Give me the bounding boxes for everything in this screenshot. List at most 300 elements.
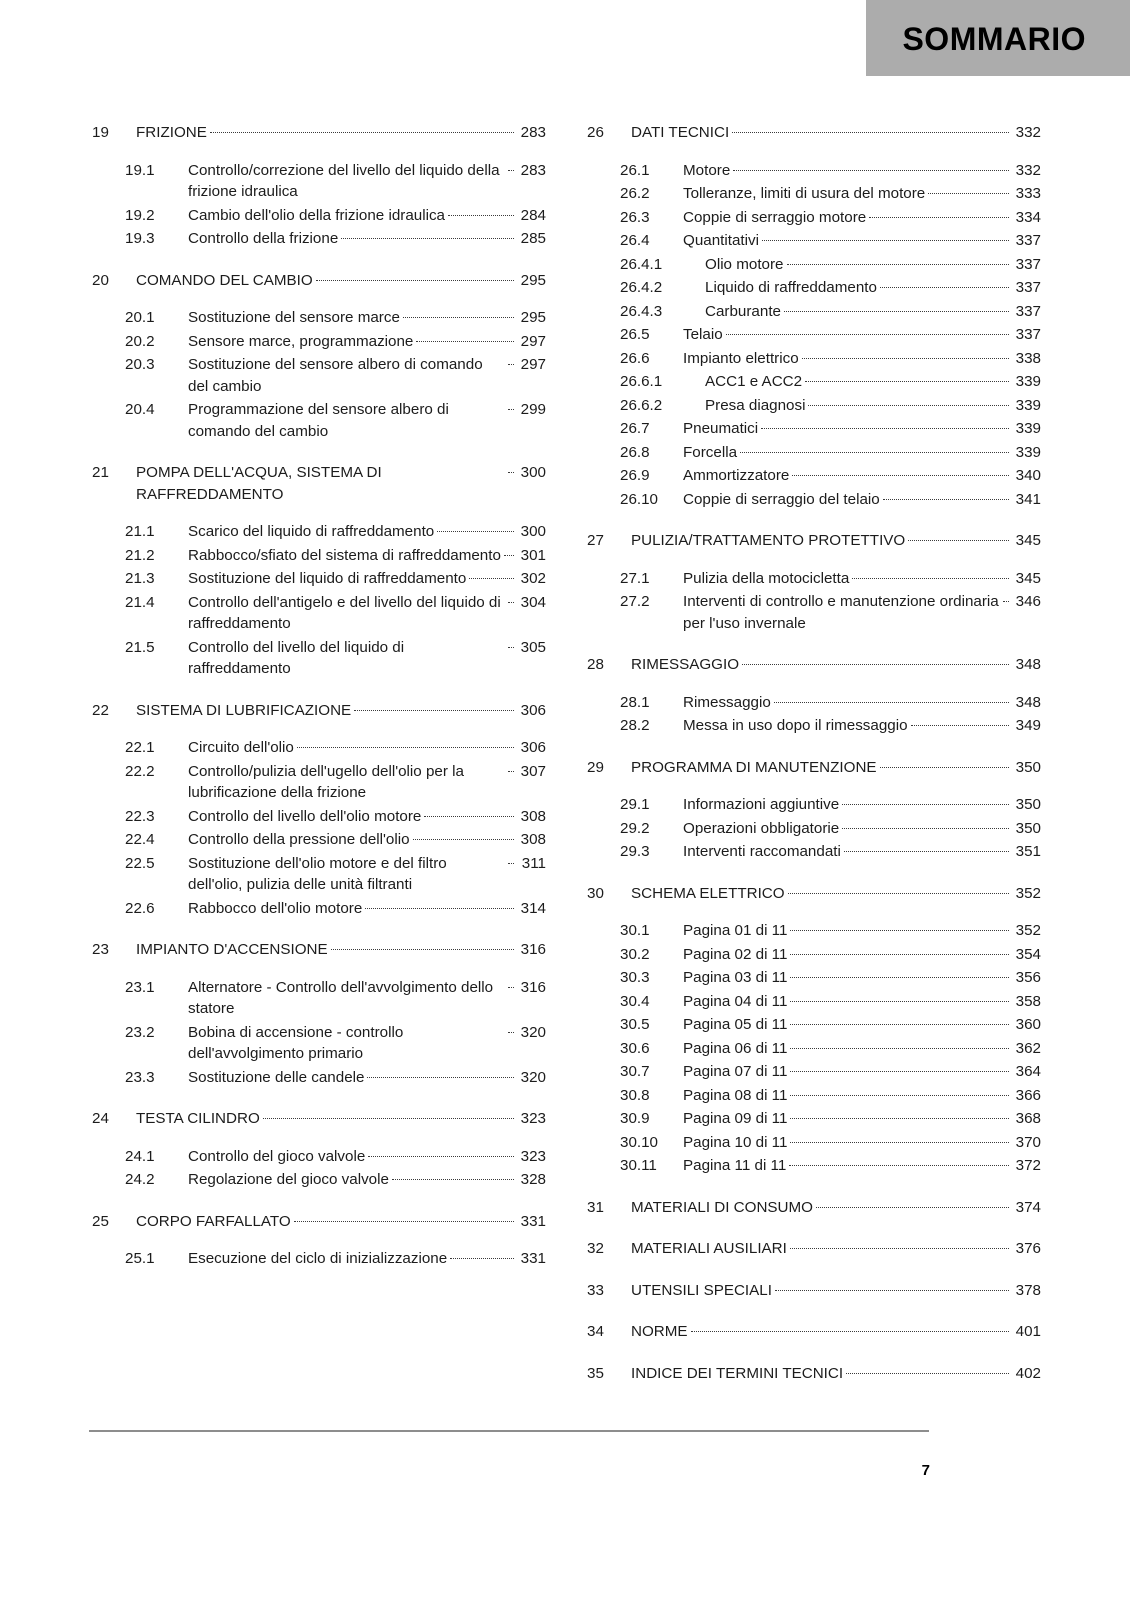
toc-entry[interactable] (584, 1155, 1041, 1177)
toc-leader-dots (816, 1207, 1009, 1208)
toc-entry-body (683, 324, 1041, 346)
toc-entry-body (683, 348, 1041, 370)
toc-entry-title: Pagina 09 di 11 (683, 1110, 788, 1127)
toc-entry-page: 283 (520, 161, 546, 179)
toc-entry-number: 30 (587, 884, 604, 902)
toc-column-right (584, 122, 1041, 1384)
toc-entry-title: Controllo della pressione dell'olio (188, 831, 410, 848)
toc-entry-page: 304 (520, 593, 546, 611)
toc-entry[interactable] (584, 1238, 1041, 1260)
toc-entry-page: 299 (520, 401, 546, 418)
toc-entry-title: Regolazione del gioco valvole (188, 1171, 389, 1188)
toc-entry-body (188, 829, 546, 851)
toc-entry-page: 337 (1015, 232, 1041, 249)
toc-entry[interactable] (89, 205, 546, 227)
toc-entry-body (136, 462, 546, 505)
toc-entry-body (631, 1321, 1041, 1343)
toc-entry-number: 26.6.2 (620, 396, 663, 414)
toc-entry-title: Forcella (683, 443, 738, 461)
toc-leader-dots (742, 664, 1009, 665)
toc-entry-number: 28 (587, 656, 604, 673)
toc-leader-dots (448, 215, 514, 216)
toc-entry[interactable] (89, 228, 546, 250)
toc-entry-title: Carburante (705, 302, 781, 320)
toc-entry-page: 323 (520, 1147, 546, 1165)
toc-entry[interactable] (584, 757, 1041, 779)
toc-entry-number: 26.8 (620, 443, 650, 461)
toc-entry[interactable] (89, 898, 546, 920)
toc-entry[interactable] (584, 254, 1041, 276)
toc-entry-page: 331 (520, 1250, 546, 1267)
toc-leader-dots (365, 908, 514, 909)
toc-entry[interactable] (584, 692, 1041, 714)
toc-leader-dots (508, 863, 514, 864)
toc-entry[interactable] (584, 920, 1041, 942)
toc-entry-body (188, 1248, 546, 1270)
toc-entry-page: 378 (1015, 1281, 1041, 1299)
toc-entry-number: 21.2 (125, 546, 155, 564)
toc-leader-dots (911, 725, 1009, 726)
toc-entry-title: Controllo/pulizia dell'ugello dell'olio per la lubrificazione della frizione (188, 762, 464, 801)
toc-entry[interactable] (89, 1248, 546, 1270)
toc-entry[interactable] (89, 331, 546, 353)
toc-entry[interactable] (89, 545, 546, 567)
toc-entry[interactable] (584, 818, 1041, 840)
toc-entry-number: 26.4.1 (620, 255, 663, 273)
toc-entry[interactable] (584, 1280, 1041, 1302)
toc-entry-number: 30.11 (620, 1157, 657, 1174)
toc-entry-page: 337 (1015, 255, 1041, 273)
toc-leader-dots (792, 475, 1009, 476)
toc-entry-number: 30.6 (620, 1039, 650, 1057)
toc-entry[interactable] (89, 568, 546, 590)
toc-entry-title: MATERIALI AUSILIARI (631, 1240, 787, 1257)
toc-entry-body (683, 1085, 1041, 1107)
toc-entry-title: Tolleranze, limiti di usura del motore (683, 185, 926, 202)
toc-entry[interactable] (89, 354, 546, 397)
toc-entry-title: Sostituzione delle candele (188, 1068, 365, 1086)
toc-entry[interactable] (89, 399, 546, 442)
toc-entry-number: 20.1 (125, 309, 155, 326)
toc-entry-page: 354 (1015, 945, 1041, 963)
toc-leader-dots (842, 828, 1009, 829)
toc-leader-dots (808, 405, 1009, 406)
toc-entry[interactable] (584, 654, 1041, 676)
toc-leader-dots (762, 240, 1009, 241)
toc-entry[interactable] (584, 1132, 1041, 1154)
toc-entry[interactable] (584, 324, 1041, 346)
toc-entry-page: 339 (1015, 443, 1041, 461)
toc-entry-body (136, 1211, 546, 1233)
toc-leader-dots (263, 1118, 514, 1119)
toc-entry-title: Coppie di serraggio motore (683, 208, 867, 226)
toc-entry[interactable] (584, 160, 1041, 182)
toc-entry-title: PROGRAMMA DI MANUTENZIONE (631, 758, 877, 776)
toc-entry[interactable] (584, 1321, 1041, 1343)
toc-entry-page: 372 (1015, 1157, 1041, 1174)
toc-entry-number: 26.6.1 (620, 373, 663, 390)
toc-entry-page: 314 (520, 899, 546, 917)
toc-leader-dots (726, 334, 1009, 335)
toc-entry[interactable] (584, 1108, 1041, 1130)
toc-entry-body (683, 277, 1041, 299)
toc-entry[interactable] (584, 794, 1041, 816)
toc-entry-body (683, 1014, 1041, 1036)
toc-leader-dots (508, 987, 514, 988)
toc-leader-dots (508, 472, 514, 473)
toc-entry-body (188, 737, 546, 759)
toc-entry[interactable] (584, 442, 1041, 464)
toc-entry-page: 356 (1015, 969, 1041, 986)
toc-entry-title: Pagina 06 di 11 (683, 1039, 788, 1057)
toc-entry-title: Controllo/correzione del livello del liquido della frizione idraulica (188, 161, 500, 200)
toc-entry-page: 320 (520, 1068, 546, 1086)
toc-entry-body (683, 1038, 1041, 1060)
toc-entry-page: 339 (1015, 373, 1041, 390)
toc-entry-page: 374 (1015, 1198, 1041, 1216)
toc-entry-number: 29.3 (620, 843, 650, 860)
toc-entry[interactable] (584, 944, 1041, 966)
toc-entry-page: 402 (1015, 1364, 1041, 1382)
toc-entry-title: Bobina di accensione - controllo dell'avvolgimento primario (188, 1023, 404, 1062)
toc-columns (89, 122, 1041, 1384)
toc-entry-page: 349 (1015, 717, 1041, 734)
toc-entry[interactable] (584, 1085, 1041, 1107)
toc-entry-page: 352 (1015, 922, 1041, 939)
toc-entry[interactable] (89, 270, 546, 292)
toc-entry-body (683, 1155, 1041, 1177)
toc-leader-dots (450, 1258, 514, 1259)
toc-entry-number: 30.7 (620, 1063, 650, 1080)
toc-entry-title: Controllo del livello del liquido di raffreddamento (188, 638, 405, 677)
toc-entry[interactable] (584, 395, 1041, 417)
toc-leader-dots (928, 193, 1009, 194)
toc-entry-page: 300 (520, 464, 546, 481)
toc-leader-dots (805, 381, 1009, 382)
toc-entry[interactable] (89, 1169, 546, 1191)
toc-leader-dots (784, 311, 1009, 312)
toc-entry-title: Presa diagnosi (705, 396, 806, 414)
toc-leader-dots (416, 341, 514, 342)
toc-entry-body (188, 806, 546, 828)
toc-entry-title: Pagina 07 di 11 (683, 1063, 788, 1080)
toc-entry[interactable] (89, 521, 546, 543)
toc-entry-number: 33 (587, 1281, 604, 1299)
toc-entry-body (188, 1067, 546, 1089)
toc-entry-number: 30.10 (620, 1133, 659, 1151)
toc-entry[interactable] (584, 183, 1041, 205)
toc-entry[interactable] (584, 715, 1041, 737)
toc-entry-number: 19 (92, 124, 109, 141)
toc-entry[interactable] (584, 967, 1041, 989)
toc-entry[interactable] (584, 1061, 1041, 1083)
toc-entry-body (683, 967, 1041, 989)
toc-entry-page: 338 (1015, 349, 1041, 367)
toc-entry-page: 308 (520, 807, 546, 825)
toc-leader-dots (740, 452, 1009, 453)
toc-entry-page: 323 (520, 1110, 546, 1127)
toc-entry-page: 376 (1015, 1240, 1041, 1257)
toc-entry[interactable] (89, 1108, 546, 1130)
toc-entry-title: Pagina 08 di 11 (683, 1086, 788, 1104)
toc-entry-number: 24 (92, 1110, 109, 1127)
toc-entry[interactable] (584, 371, 1041, 393)
toc-entry[interactable] (89, 122, 546, 144)
toc-entry-body (631, 757, 1041, 779)
toc-entry[interactable] (89, 761, 546, 804)
toc-leader-dots (844, 851, 1009, 852)
toc-entry-title: Pulizia della motocicletta (683, 569, 850, 587)
toc-leader-dots (790, 1118, 1009, 1119)
toc-entry-page: 360 (1015, 1016, 1041, 1033)
toc-entry-body (683, 818, 1041, 840)
toc-entry-page: 348 (1015, 656, 1041, 673)
toc-entry-page: 328 (520, 1171, 546, 1188)
toc-entry-body (683, 418, 1041, 440)
toc-entry-number: 20.4 (125, 401, 155, 418)
toc-entry-number: 29 (587, 758, 604, 776)
toc-entry-title: Rabbocco dell'olio motore (188, 899, 363, 917)
toc-entry[interactable] (584, 991, 1041, 1013)
toc-entry[interactable] (584, 418, 1041, 440)
toc-entry-number: 30.5 (620, 1016, 650, 1033)
toc-entry-number: 28.1 (620, 693, 650, 711)
toc-entry[interactable] (584, 277, 1041, 299)
toc-entry-title: Controllo del gioco valvole (188, 1147, 366, 1165)
toc-entry-page: 350 (1015, 796, 1041, 813)
toc-entry-number: 21.3 (125, 570, 155, 587)
toc-entry-body (683, 1108, 1041, 1130)
toc-entry[interactable] (584, 1197, 1041, 1219)
toc-entry[interactable] (584, 489, 1041, 511)
toc-entry-number: 26.4 (620, 232, 650, 249)
toc-entry-body (188, 1169, 546, 1191)
toc-entry-body (188, 853, 546, 896)
toc-entry-number: 21.1 (125, 523, 155, 540)
toc-entry[interactable] (89, 806, 546, 828)
toc-entry-body (683, 183, 1041, 205)
toc-entry-title: MATERIALI DI CONSUMO (631, 1198, 813, 1216)
toc-entry-number: 26.9 (620, 467, 650, 484)
toc-entry[interactable] (584, 591, 1041, 634)
toc-entry-number: 19.1 (125, 161, 155, 179)
toc-entry-page: 333 (1015, 185, 1041, 202)
toc-entry-title: UTENSILI SPECIALI (631, 1281, 772, 1299)
toc-leader-dots (469, 578, 514, 579)
toc-entry-page: 308 (520, 831, 546, 848)
toc-entry-body (188, 521, 546, 543)
toc-leader-dots (354, 710, 514, 711)
toc-entry-number: 26.1 (620, 161, 650, 179)
toc-entry[interactable] (584, 465, 1041, 487)
toc-entry-title: Scarico del liquido di raffreddamento (188, 523, 435, 540)
toc-leader-dots (316, 280, 514, 281)
toc-entry[interactable] (584, 230, 1041, 252)
toc-leader-dots (790, 1142, 1009, 1143)
toc-entry-number: 20 (92, 271, 109, 289)
toc-entry-page: 306 (520, 701, 546, 719)
toc-entry-page: 350 (1015, 819, 1041, 837)
toc-entry-page: 337 (1015, 302, 1041, 320)
toc-entry[interactable] (89, 307, 546, 329)
toc-entry-body (188, 568, 546, 590)
toc-entry[interactable] (584, 207, 1041, 229)
toc-entry[interactable] (89, 700, 546, 722)
toc-entry-number: 26.3 (620, 208, 650, 226)
toc-leader-dots (883, 499, 1009, 500)
toc-entry-page: 283 (520, 124, 546, 141)
toc-entry-page: 301 (520, 546, 546, 564)
toc-entry-number: 22.2 (125, 762, 155, 780)
toc-entry-page: 366 (1015, 1086, 1041, 1104)
toc-entry-page: 297 (520, 356, 546, 373)
toc-entry-page: 346 (1015, 593, 1041, 610)
toc-entry-page: 362 (1015, 1039, 1041, 1057)
toc-entry-page: 339 (1015, 420, 1041, 437)
toc-entry-body (631, 1363, 1041, 1385)
toc-entry[interactable] (89, 737, 546, 759)
toc-entry[interactable] (89, 462, 546, 505)
toc-leader-dots (508, 170, 514, 171)
toc-entry-page: 345 (1015, 569, 1041, 587)
toc-entry-title: Cambio dell'olio della frizione idraulica (188, 206, 446, 224)
toc-entry-number: 23 (92, 941, 109, 958)
toc-entry-number: 24.2 (125, 1171, 155, 1188)
toc-entry-title: POMPA DELL'ACQUA, SISTEMA DI RAFFREDDAMENTO (136, 464, 382, 503)
toc-entry-page: 368 (1015, 1110, 1041, 1127)
toc-entry-title: Impianto elettrico (683, 349, 799, 367)
toc-leader-dots (733, 170, 1009, 171)
toc-entry-body (188, 761, 546, 804)
toc-entry-body (631, 1197, 1041, 1219)
toc-entry[interactable] (89, 977, 546, 1020)
toc-entry[interactable] (584, 348, 1041, 370)
toc-leader-dots (392, 1179, 514, 1180)
toc-entry-page: 297 (520, 332, 546, 350)
page-title: SOMMARIO (902, 21, 1086, 57)
toc-entry-body (136, 939, 546, 961)
toc-entry[interactable] (584, 301, 1041, 323)
toc-entry[interactable] (584, 1038, 1041, 1060)
toc-entry[interactable] (89, 853, 546, 896)
toc-entry[interactable] (584, 883, 1041, 905)
toc-entry-page: 316 (520, 941, 546, 958)
toc-entry-body (188, 545, 546, 567)
toc-leader-dots (504, 555, 514, 556)
toc-entry-page: 350 (1015, 758, 1041, 776)
toc-entry-title: Pagina 04 di 11 (683, 992, 788, 1010)
toc-entry-body (631, 1280, 1041, 1302)
toc-leader-dots (508, 771, 514, 772)
toc-entry-title: Esecuzione del ciclo di inizializzazione (188, 1250, 448, 1267)
toc-entry-title: Pagina 10 di 11 (683, 1133, 788, 1151)
toc-entry[interactable] (89, 592, 546, 635)
toc-entry-title: Olio motore (705, 255, 784, 273)
toc-entry-title: Programmazione del sensore albero di comando del cambio (188, 401, 449, 440)
toc-entry-body (188, 354, 546, 397)
toc-entry-page: 285 (520, 230, 546, 247)
toc-entry-title: Informazioni aggiuntive (683, 796, 840, 813)
toc-entry-body (188, 228, 546, 250)
toc-entry-title: Sostituzione dell'olio motore e del filtro dell'olio, pulizia delle unità filtranti (188, 854, 447, 893)
toc-entry-page: 307 (520, 762, 546, 780)
toc-entry-title: SCHEMA ELETTRICO (631, 884, 785, 902)
toc-entry-title: Coppie di serraggio del telaio (683, 490, 880, 508)
toc-leader-dots (880, 767, 1009, 768)
toc-entry-title: INDICE DEI TERMINI TECNICI (631, 1364, 844, 1382)
toc-entry-body (188, 160, 546, 203)
toc-entry-title: Pagina 01 di 11 (683, 922, 788, 939)
toc-leader-dots (508, 409, 514, 410)
toc-entry-title: Messa in uso dopo il rimessaggio (683, 717, 908, 734)
toc-entry[interactable] (584, 568, 1041, 590)
toc-entry-page: 311 (521, 854, 546, 872)
toc-entry[interactable] (89, 1067, 546, 1089)
toc-entry-page: 340 (1015, 467, 1041, 484)
toc-entry[interactable] (584, 530, 1041, 552)
toc-entry-body (188, 592, 546, 635)
toc-entry-title: Sostituzione del liquido di raffreddamento (188, 570, 467, 587)
toc-entry[interactable] (584, 1363, 1041, 1385)
toc-entry-number: 21.5 (125, 638, 155, 656)
toc-entry-title: Pneumatici (683, 420, 759, 437)
toc-entry-body (631, 122, 1041, 144)
toc-entry[interactable] (89, 160, 546, 203)
toc-entry-page: 341 (1015, 490, 1041, 508)
toc-leader-dots (790, 1095, 1009, 1096)
toc-entry[interactable] (89, 829, 546, 851)
toc-entry-page: 364 (1015, 1063, 1041, 1080)
toc-entry[interactable] (584, 1014, 1041, 1036)
toc-entry-body (188, 331, 546, 353)
toc-entry-title: Operazioni obbligatorie (683, 819, 840, 837)
toc-leader-dots (880, 287, 1009, 288)
toc-entry[interactable] (89, 1146, 546, 1168)
toc-entry-body (683, 254, 1041, 276)
toc-entry-title: DATI TECNICI (631, 124, 730, 141)
toc-entry-number: 26.5 (620, 326, 650, 343)
toc-entry-title: Controllo dell'antigelo e del livello del liquido di raffreddamento (188, 593, 501, 632)
toc-entry-number: 25.1 (125, 1250, 155, 1267)
toc-entry-number: 23.3 (125, 1068, 155, 1086)
toc-entry-body (683, 692, 1041, 714)
toc-entry-body (136, 270, 546, 292)
toc-entry-body (683, 489, 1041, 511)
toc-entry[interactable] (89, 939, 546, 961)
toc-entry-body (683, 207, 1041, 229)
toc-entry[interactable] (89, 1211, 546, 1233)
toc-entry-body (683, 591, 1041, 634)
toc-entry[interactable] (584, 122, 1041, 144)
toc-entry-title: Controllo della frizione (188, 230, 339, 247)
toc-leader-dots (294, 1221, 514, 1222)
toc-entry-number: 27.1 (620, 569, 650, 587)
toc-entry[interactable] (89, 1022, 546, 1065)
toc-entry-page: 352 (1015, 884, 1041, 902)
toc-entry-body (188, 898, 546, 920)
toc-entry-title: IMPIANTO D'ACCENSIONE (136, 941, 328, 958)
toc-entry-title: FRIZIONE (136, 124, 207, 141)
toc-entry-body (683, 371, 1041, 393)
toc-entry-number: 20.3 (125, 356, 155, 373)
toc-entry-title: Liquido di raffreddamento (705, 279, 877, 296)
toc-entry-title: Telaio (683, 326, 723, 343)
toc-entry-body (683, 841, 1041, 863)
footer-page-number: 7 (921, 1462, 930, 1479)
toc-entry[interactable] (89, 637, 546, 680)
toc-entry[interactable] (584, 841, 1041, 863)
toc-leader-dots (437, 531, 514, 532)
